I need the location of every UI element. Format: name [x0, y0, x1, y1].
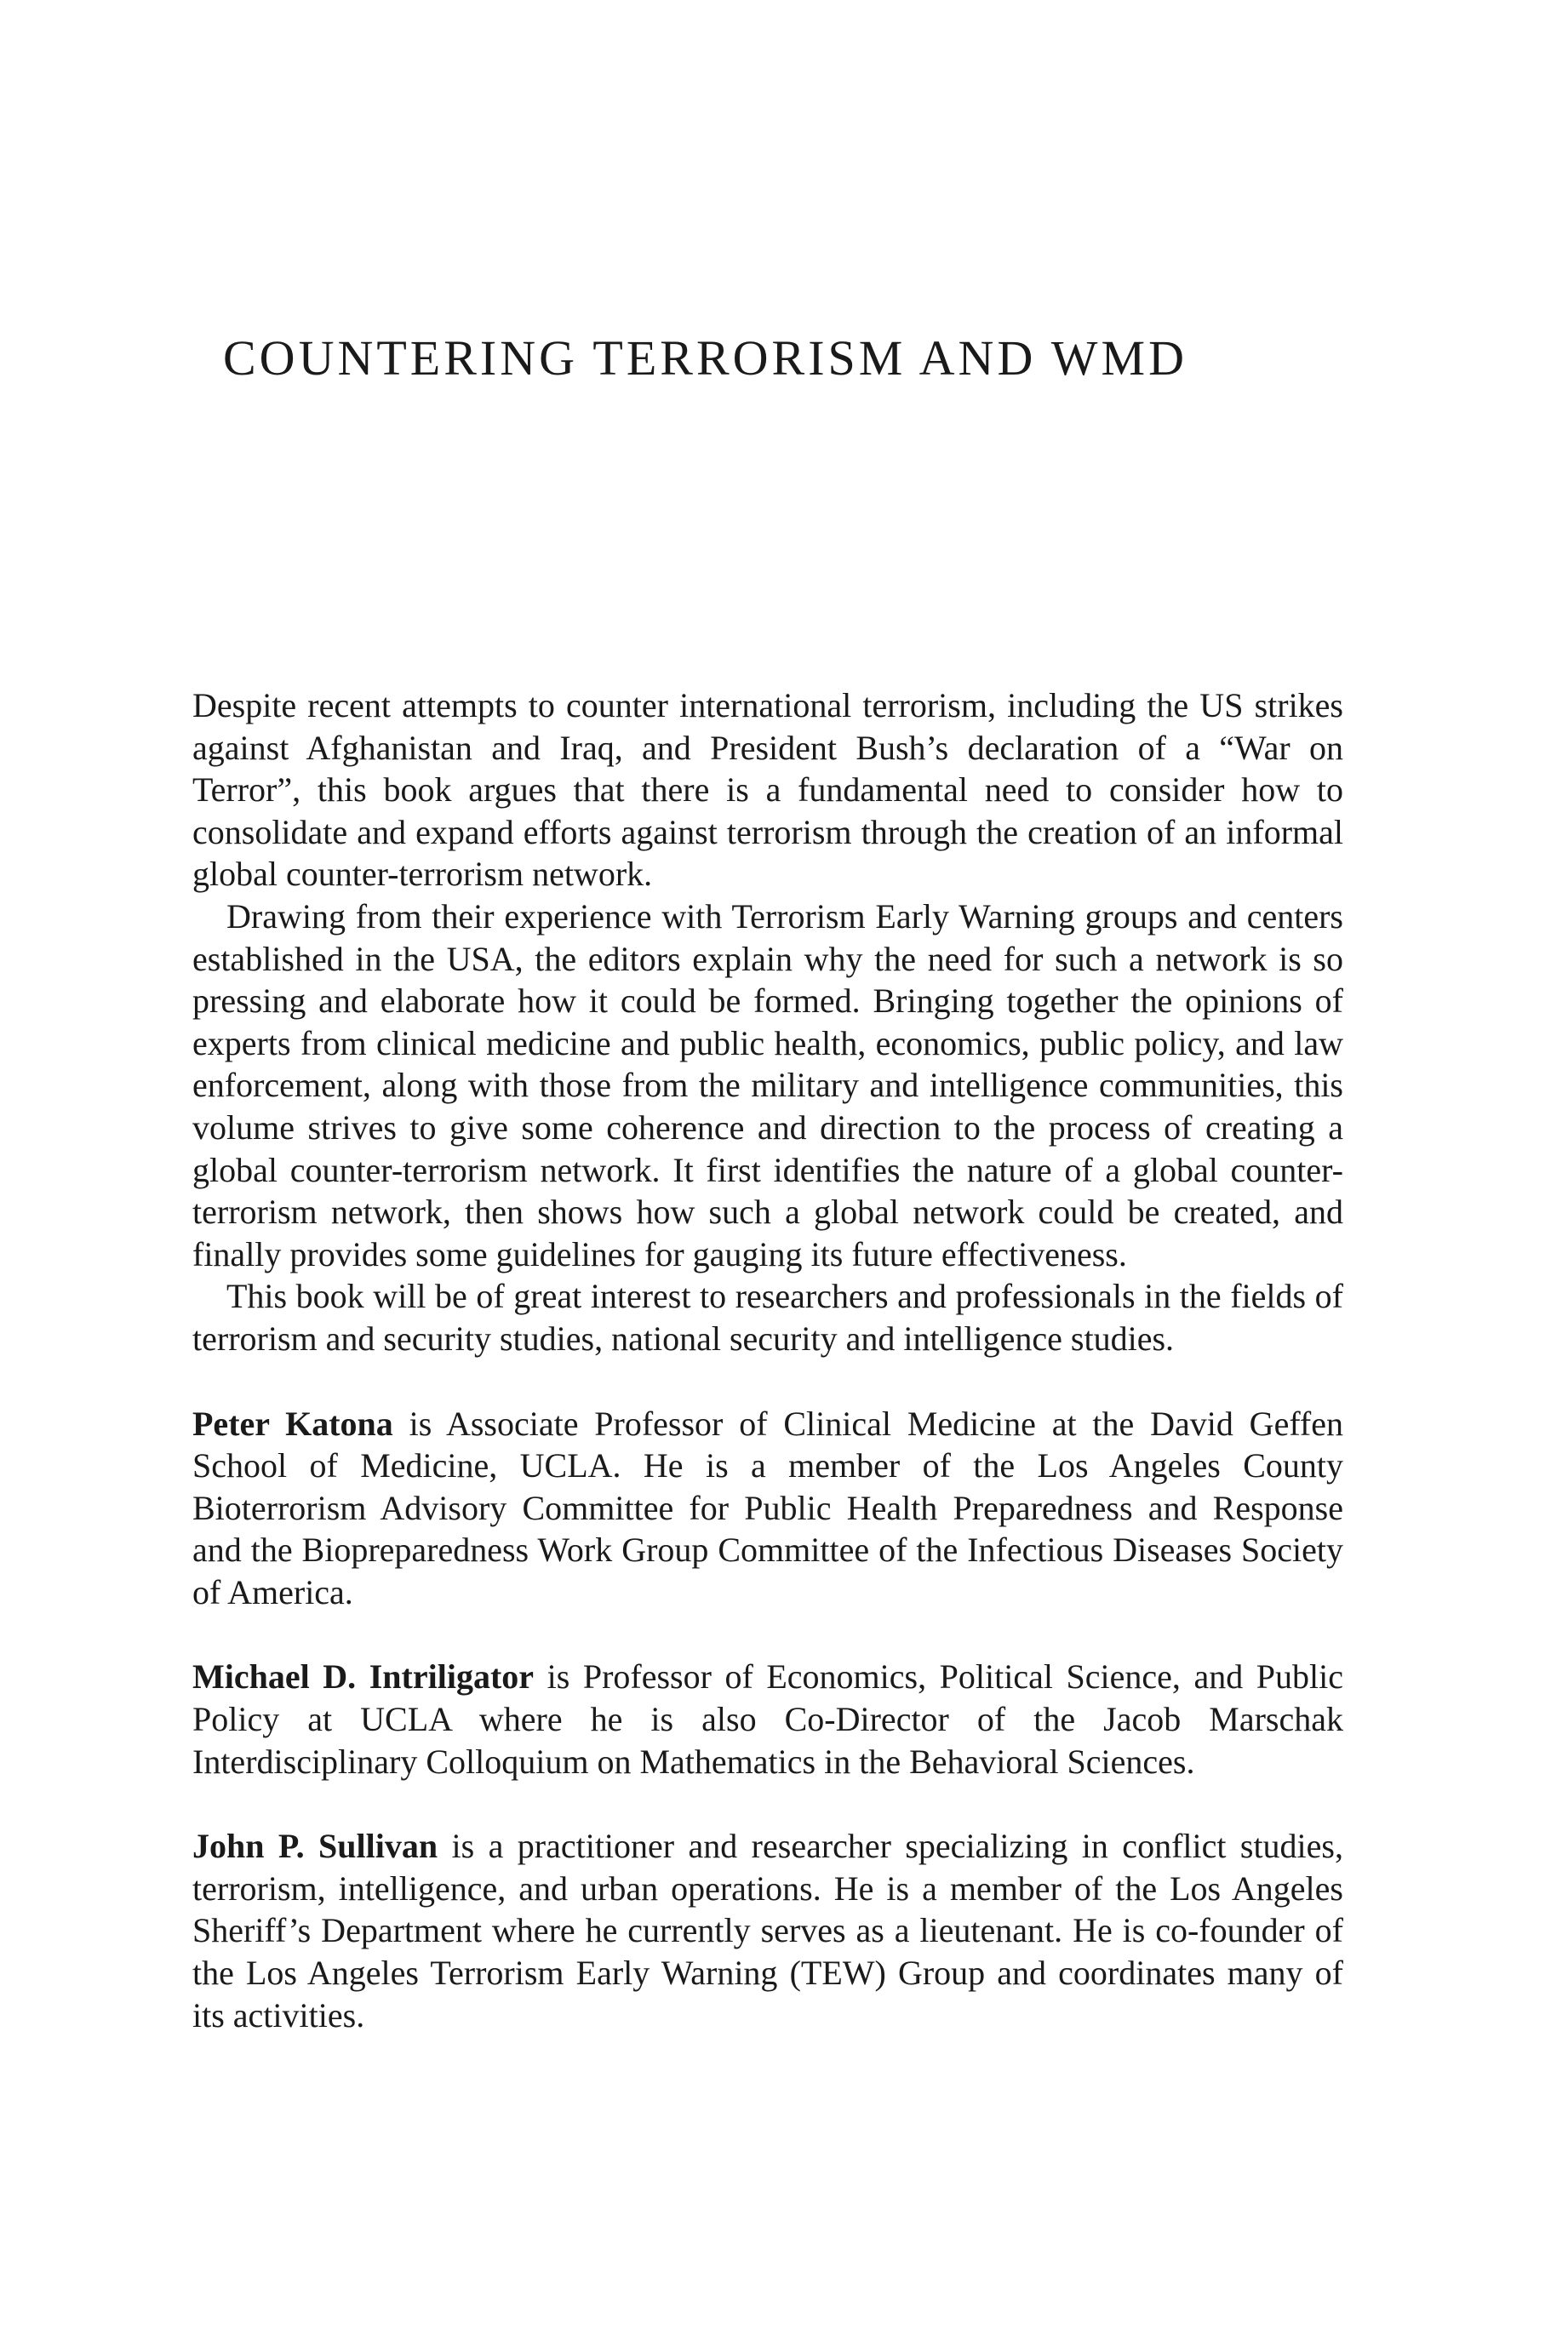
author-bio-sullivan	[192, 1825, 1343, 2036]
author-name: Peter Katona	[192, 1404, 393, 1443]
author-bio-intriligator	[192, 1656, 1343, 1783]
description-paragraph: Drawing from their experience with Terrorism Early Warning groups and centers established in the USA, the editors explain why the need for such a network is so pressing and elaborate how it could be formed. Bringing together the opinions of experts from clinical medicine and public health, economics, public policy, and law enforcement, along with those from the military and intelligence communities, this volume strives to give some coherence and direction to the process of creating a global counter-terrorism network. It first identifies the nature of a global counter-terrorism network, then shows how such a global network could be created, and finally provides some guidelines for gauging its future effectiveness.	[192, 896, 1343, 1273]
book-description	[192, 684, 1343, 2036]
author-bio-text: is Professor of Economics, Political Science, and Public Policy at UCLA where he is also Co-Director of the Jacob Marschak Interdisciplinary Colloquium on Mathematics in the Behavioral Sciences.	[192, 1657, 1344, 1781]
author-bio-text: is Associate Professor of Clinical Medicine at the David Geffen School of Medicine, UCLA. He is a member of the Los Angeles County Bioterrorism Advisory Committee for Public Health Preparedness and Response and the Biopreparedness Work Group Committee of the Infectious Diseases Society of America.	[192, 1404, 1343, 1611]
author-name: John P. Sullivan	[192, 1827, 438, 1866]
description-paragraph: This book will be of great interest to researchers and professionals in the fields of terrorism and security studies, national security and intelligence studies.	[192, 1277, 1343, 1358]
author-name: Michael D. Intriligator	[192, 1657, 535, 1697]
author-bio-katona	[192, 1403, 1343, 1614]
page-title: COUNTERING TERRORISM AND WMD	[223, 330, 1187, 386]
author-bio-text: is a practitioner and researcher specializing in conflict studies, terrorism, intelligence, and urban operations. He is a member of the Los Angeles Sheriff’s Department where he currently serves as a lieutenant. He is co-founder of the Los Angeles Terrorism Early Warning (TEW) Group and coordinates many of its activities.	[192, 1827, 1343, 2034]
description-paragraph: Despite recent attempts to counter international terrorism, including the US strikes against Afghanistan and Iraq, and President Bush’s declaration of a “War on Terror”, this book argues that there is a fundamental need to consider how to consolidate and expand efforts against terrorism through the creation of an informal global counter-terrorism network.	[192, 686, 1343, 894]
